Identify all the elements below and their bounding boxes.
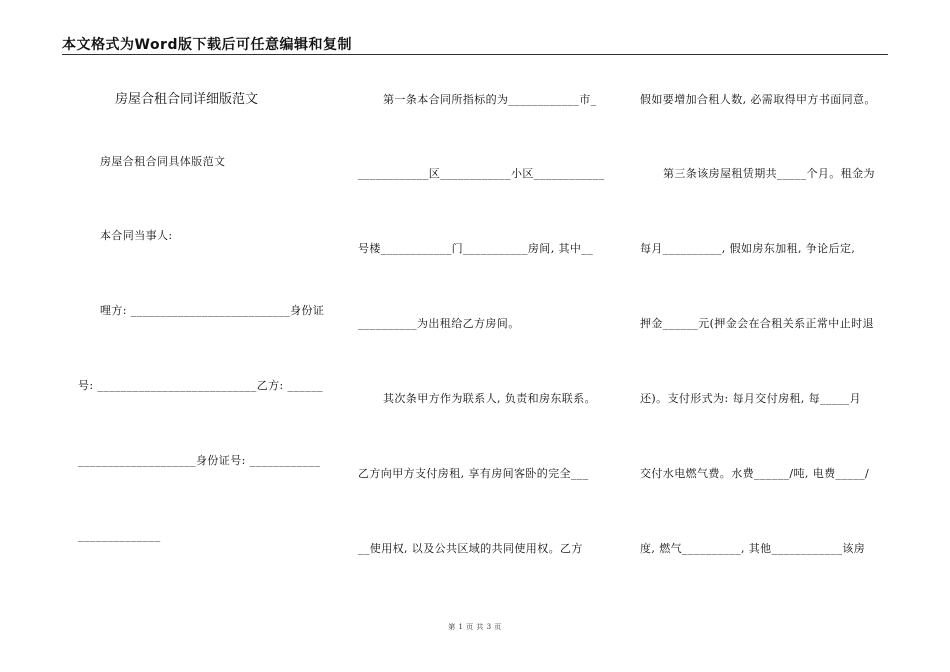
col1-line-2: 本合同当事人: [100,229,173,242]
document-title: 房屋合租合同详细版范文 [115,92,259,107]
col1-line-5: ____________________身份证号: ____________ [78,454,321,467]
header-notice: 本文格式为Word版下载后可任意编辑和复制 [62,37,352,53]
col1-line-6: ______________ [78,529,161,542]
col1-line-1: 房屋合租合同具体版范文 [100,155,226,168]
col3-line-1: 假如要增加合租人数, 必需取得甲方书面同意。 [640,93,876,106]
col3-line-5: 还)。支付形式为: 每月交付房租, 每_____月 [640,392,861,405]
col2-line-6: 乙方向甲方支付房租, 享有房间客卧的完全___ [358,467,589,480]
col1-line-4: 号: ___________________________乙方: ______ [78,379,323,392]
col3-line-2: 第三条该房屋租赁期共_____个月。租金为 [663,167,875,180]
col3-line-3: 每月__________, 假如房东加租, 争论后定, [640,242,856,255]
col2-line-5: 其次条甲方作为联系人, 负责和房东联系。 [383,392,596,405]
col3-line-7: 度, 燃气__________, 其他____________该房 [640,542,866,555]
col3-line-6: 交付水电燃气费。水费______/吨, 电费_____/ [640,467,870,480]
page-number: 第 1 页 共 3 页 [448,623,502,631]
col2-line-2: ____________区____________小区____________ [358,167,605,180]
col2-line-4: __________为出租给乙方房间。 [358,317,520,330]
col1-line-3: 哩方: ___________________________身份证 [100,304,325,317]
col2-line-3: 号楼____________门___________房间, 其中__ [358,242,594,255]
col2-line-7: __使用权, 以及公共区域的共同使用权。乙方 [358,542,583,555]
col2-line-1: 第一条本合同所指标的为____________市_ [383,93,597,106]
page-header [62,34,888,55]
col3-line-4: 押金______元(押金会在合租关系正常中止时退 [640,317,874,330]
